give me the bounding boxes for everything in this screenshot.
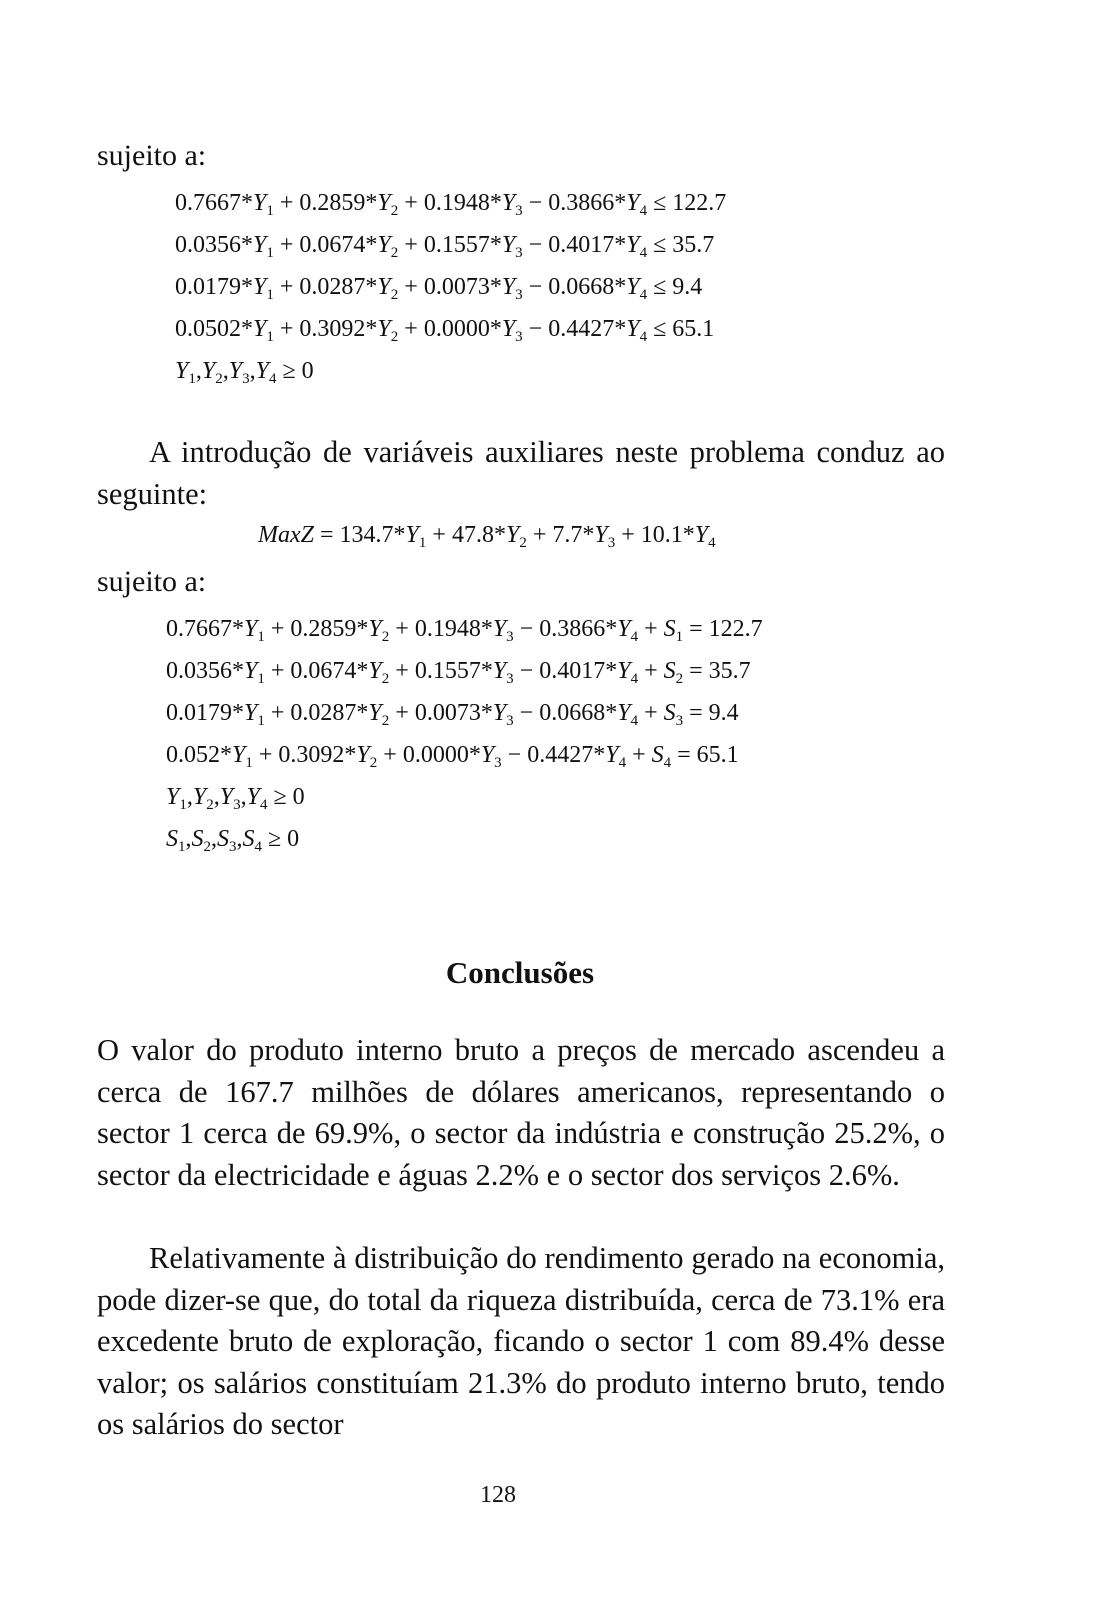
subject-to-label-2: sujeito a: [97,565,207,598]
nonnegativity-y-2: $Y_1,Y_2,Y_3,Y_4 \ge 0$ [166,784,305,813]
constraint-2: $0.0356*Y_1 + 0.0674*Y_2 + 0.1557*Y_3 - 0.4017*Y_4 \le 35.7$ [175,232,715,261]
conclusion-paragraph-1: O valor do produto interno bruto a preços de mercado ascendeu a cerca de 167.7 milhões de dólares americanos, representando o sector 1 cerca de 69.9%, o sector da indústria e construção 25.2%, o sector da electricidade e águas 2.2% e o sector dos serviços 2.6%. [97,1033,945,1192]
conclusion-paragraph-2: Relativamente à distribuição do rendimento gerado na economia, pode dizer-se que, do total da riqueza distribuída, cerca de 73.1% era excedente bruto de exploração, ficando o sector 1 com 89.4% desse valor; os salários constituíam 21.3% do produto interno bruto, tendo os salários do sector [97,1241,945,1441]
page-number: 128 [480,1482,516,1508]
constraint-3: $0.0179*Y_1 + 0.0287*Y_2 + 0.0073*Y_3 - 0.0668*Y_4 \le 9.4$ [175,274,703,303]
section-heading: Conclusões [445,955,595,990]
slack-constraint-2: $0.0356*Y_1 + 0.0674*Y_2 + 0.1557*Y_3 - 0.4017*Y_4 + S_2 = 35.7$ [166,658,751,687]
objective-function: MaxZ = $134.7*Y_1 + 47.8*Y_2 + 7.7*Y_3 + 10.1*Y_4$ [258,522,716,551]
slack-constraint-3: $0.0179*Y_1 + 0.0287*Y_2 + 0.0073*Y_3 - 0.0668*Y_4 + S_3 = 9.4$ [166,700,739,729]
constraint-4: $0.0502*Y_1 + 0.3092*Y_2 + 0.0000*Y_3 - 0.4427*Y_4 \le 65.1$ [175,316,715,345]
intro-paragraph: A introdução de variáveis auxiliares neste problema conduz ao seguinte: [97,435,945,511]
nonnegativity-y: $Y_1,Y_2,Y_3,Y_4 \ge 0$ [175,358,314,387]
slack-constraint-4: $0.052*Y_1 + 0.3092*Y_2 + 0.0000*Y_3 - 0.4427*Y_4 + S_4 = 65.1$ [166,742,739,771]
constraint-1: $0.7667*Y_1 + 0.2859*Y_2 + 0.1948*Y_3 - 0.3866*Y_4 \le 122.7$ [175,190,727,219]
nonnegativity-s: $S_1,S_2,S_3,S_4 \ge 0$ [166,826,300,855]
slack-constraint-1: $0.7667*Y_1 + 0.2859*Y_2 + 0.1948*Y_3 - 0.3866*Y_4 + S_1 = 122.7$ [166,616,763,645]
subject-to-label-1: sujeito a: [97,139,207,172]
